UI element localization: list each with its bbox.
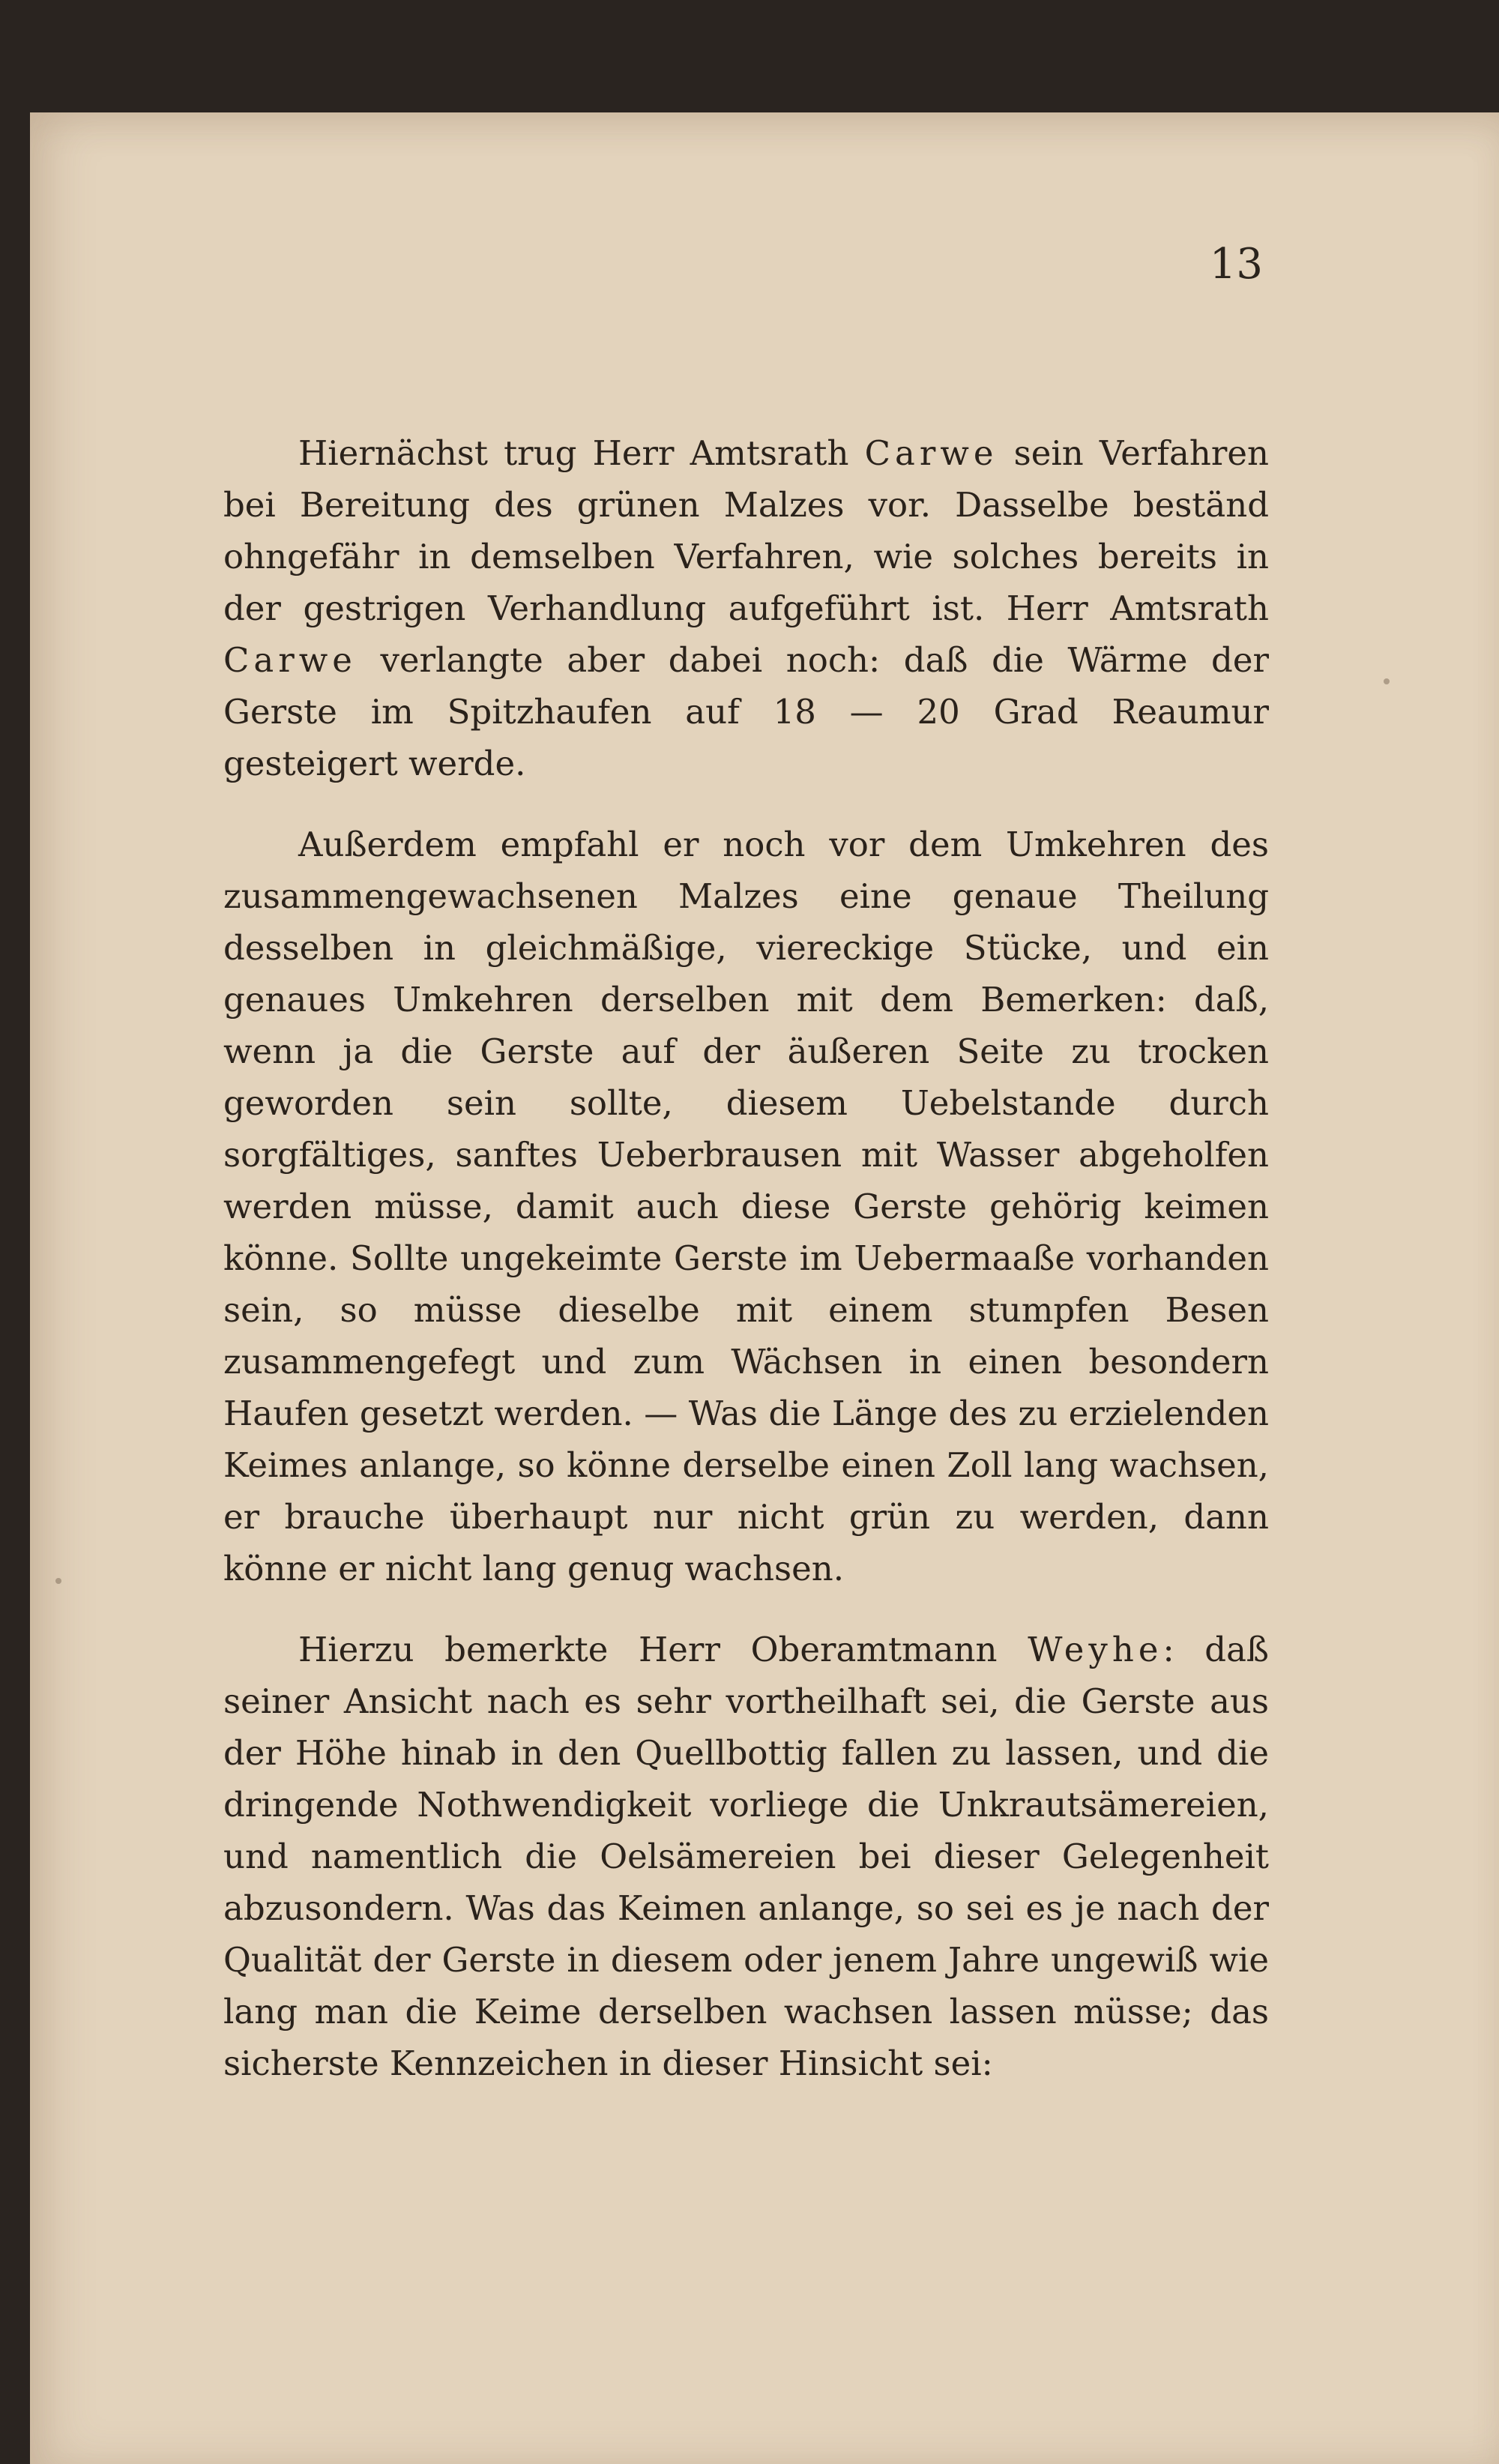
name-weyhe: Weyhe (1028, 1630, 1163, 1669)
body-text (223, 427, 1269, 2118)
paragraph-2 (223, 819, 1269, 1594)
text-segment: verlangte aber dabei noch: daß die Wärme der Gerste im Spitzhaufen auf 18 — 20 Grad Reaumur gesteigert werde. (223, 640, 1269, 783)
text-segment: Hiernächst trug Herr Amtsrath (298, 433, 865, 473)
text-segment: Hierzu bemerkte Herr Oberamtmann (298, 1630, 1028, 1669)
name-carwe: Carwe (864, 433, 998, 473)
paper-speck (1384, 678, 1390, 684)
scan-background-left (0, 0, 30, 2464)
text-segment: Außerdem empfahl er noch vor dem Umkehren des zusammengewachsenen Malzes eine genaue Theilung desselben in gleichmäßige, viereckige Stücke, und ein genaues Umkehren derselben mit dem Bemerken: daß, wenn ja die Gerste auf der äußeren Seite zu trocken geworden sein sollte, diesem Uebelstande durch sorgfältiges, sanftes Ueberbrausen mit Wasser abgeholfen werden müsse, damit auch diese Gerste gehörig keimen könne. Sollte ungekeimte Gerste im Uebermaaße vorhanden sein, so müsse dieselbe mit einem stumpfen Besen zusammengefegt und zum Wächsen in einen besondern Haufen gesetzt werden. — Was die Länge des zu erzielenden Keimes anlange, so könne derselbe einen Zoll lang wachsen, er brauche überhaupt nur nicht grün zu werden, dann könne er nicht lang genug wachsen. (223, 825, 1269, 1588)
text-segment: sein Verfahren bei Bereitung des grünen Malzes vor. Dasselbe beständ ohngefähr in demselben Verfahren, wie solches bereits in der gestrigen Verhandlung aufgeführt ist. Herr Amtsrath (223, 433, 1269, 628)
book-page (30, 112, 1499, 2464)
page-number: 13 (1209, 240, 1263, 289)
scan-background-top (0, 0, 1499, 112)
text-segment: : daß seiner Ansicht nach es sehr vortheilhaft sei, die Gerste aus der Höhe hinab in den Quellbottig fallen zu lassen, und die dringende Nothwendigkeit vorliege die Unkrautsämereien, und namentlich die Oelsämereien bei dieser Gelegenheit abzusondern. Was das Keimen anlange, so sei es je nach der Qualität der Gerste in diesem oder jenem Jahre ungewiß wie lang man die Keime derselben wachsen lassen müsse; das sicherste Kennzeichen in dieser Hinsicht sei: (223, 1630, 1269, 2083)
paragraph-3 (223, 1624, 1269, 2089)
paper-speck (55, 1578, 61, 1584)
paragraph-1 (223, 427, 1269, 789)
name-carwe: Carwe (223, 640, 357, 680)
